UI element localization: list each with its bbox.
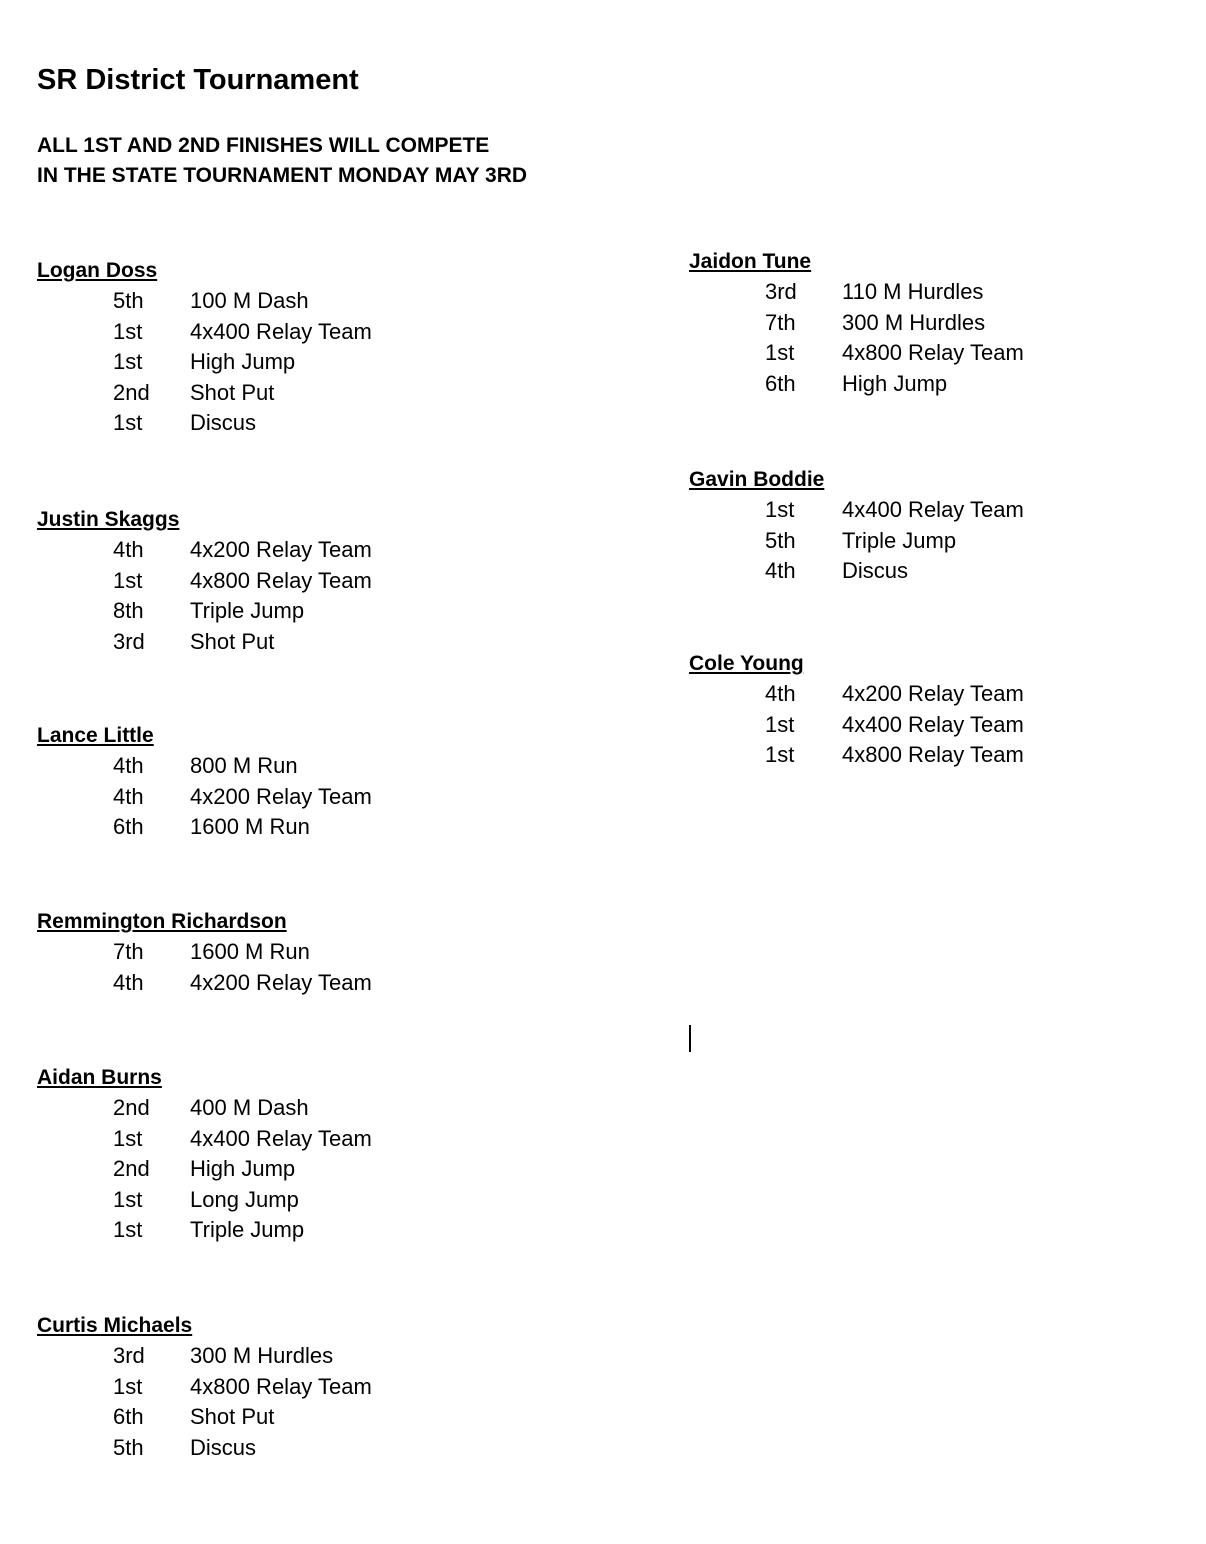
- place: 1st: [113, 1373, 143, 1399]
- result-row: [689, 338, 1206, 369]
- result-row: [689, 740, 1206, 771]
- event: 4x200 Relay Team: [190, 783, 372, 809]
- place: 1st: [765, 711, 795, 737]
- event: Discus: [842, 558, 909, 583]
- place: 6th: [113, 814, 144, 839]
- result-row: [37, 317, 597, 348]
- event: 400 M Dash: [190, 1095, 309, 1120]
- athlete-name: Curtis Michaels: [37, 1314, 193, 1337]
- result-row: [37, 751, 597, 782]
- event: 4x400 Relay Team: [842, 711, 1024, 737]
- athlete-block-gavin-boddie: [689, 465, 1206, 587]
- result-row: [37, 1154, 597, 1185]
- place: 6th: [765, 370, 796, 396]
- place: 5th: [765, 527, 796, 553]
- result-row: [37, 937, 597, 968]
- event: Discus: [190, 1434, 257, 1460]
- place: 1st: [765, 742, 795, 767]
- event: 800 M Run: [190, 753, 298, 778]
- event: 4x200 Relay Team: [190, 537, 372, 562]
- athlete-block-logan-doss: [37, 256, 597, 439]
- result-row: [689, 526, 1206, 557]
- place: 5th: [113, 288, 144, 313]
- athlete-block-jaidon-tune: [689, 247, 1206, 399]
- state-qualifier-notice: [37, 131, 527, 191]
- place: 4th: [765, 558, 796, 583]
- event: 4x400 Relay Team: [190, 1125, 372, 1151]
- event: Shot Put: [190, 628, 275, 654]
- athlete-block-lance-little: [37, 721, 597, 843]
- result-row: [37, 378, 597, 409]
- athlete-name: Logan Doss: [37, 259, 158, 282]
- athlete-name: Cole Young: [689, 652, 804, 675]
- place: 1st: [113, 567, 143, 593]
- athlete-name: Lance Little: [37, 724, 154, 747]
- event: 4x800 Relay Team: [842, 340, 1024, 365]
- place: 1st: [765, 497, 795, 522]
- athlete-name: Aidan Burns: [37, 1066, 162, 1089]
- place: 1st: [765, 340, 795, 365]
- result-row: [37, 1124, 597, 1155]
- result-row: [37, 812, 597, 843]
- place: 8th: [113, 598, 144, 623]
- place: 4th: [113, 753, 144, 778]
- place: 4th: [765, 681, 796, 706]
- place: 3rd: [113, 1343, 145, 1368]
- event: 4x200 Relay Team: [190, 969, 372, 995]
- event: High Jump: [190, 349, 296, 374]
- event: 4x400 Relay Team: [842, 497, 1024, 522]
- result-row: [689, 710, 1206, 741]
- result-row: [37, 782, 597, 813]
- result-row: [37, 566, 597, 597]
- event: Discus: [190, 410, 257, 435]
- notice-line: ALL 1ST AND 2ND FINISHES WILL COMPETE: [37, 134, 490, 157]
- event: 4x800 Relay Team: [842, 742, 1024, 767]
- athlete-name: Gavin Boddie: [689, 468, 825, 491]
- result-row: [37, 286, 597, 317]
- result-row: [37, 1372, 597, 1403]
- result-row: [37, 347, 597, 378]
- result-row: [37, 1433, 597, 1464]
- event: 1600 M Run: [190, 939, 310, 964]
- event: Long Jump: [190, 1186, 299, 1212]
- event: 1600 M Run: [190, 814, 310, 839]
- place: 1st: [113, 410, 143, 435]
- place: 3rd: [113, 628, 145, 654]
- text-cursor[interactable]: [689, 1025, 691, 1052]
- event: Triple Jump: [190, 598, 305, 623]
- place: 1st: [113, 1217, 143, 1242]
- result-row: [37, 1093, 597, 1124]
- event: 300 M Hurdles: [190, 1343, 334, 1368]
- place: 2nd: [113, 1095, 150, 1120]
- place: 2nd: [113, 1156, 150, 1181]
- athlete-block-justin-skaggs: [37, 505, 597, 657]
- place: 7th: [765, 309, 796, 335]
- event: 100 M Dash: [190, 288, 309, 313]
- event: Triple Jump: [842, 527, 957, 553]
- result-row: [37, 1402, 597, 1433]
- athlete-block-aidan-burns: [37, 1063, 597, 1246]
- place: 2nd: [113, 379, 150, 405]
- place: 6th: [113, 1404, 144, 1429]
- athlete-name: Jaidon Tune: [689, 250, 812, 273]
- event: 4x800 Relay Team: [190, 567, 372, 593]
- result-row: [689, 277, 1206, 308]
- athlete-name: Justin Skaggs: [37, 508, 180, 531]
- event: 4x400 Relay Team: [190, 318, 372, 344]
- result-row: [689, 308, 1206, 339]
- event: 4x800 Relay Team: [190, 1373, 372, 1399]
- event: Triple Jump: [190, 1217, 305, 1242]
- place: 1st: [113, 349, 143, 374]
- document-title: SR District Tournament: [37, 64, 359, 96]
- event: 110 M Hurdles: [842, 279, 984, 304]
- event: Shot Put: [190, 1404, 275, 1429]
- notice-line: IN THE STATE TOURNAMENT MONDAY MAY 3RD: [37, 164, 528, 187]
- athlete-block-cole-young: [689, 649, 1206, 771]
- result-row: [37, 408, 597, 439]
- athlete-block-curtis-michaels: [37, 1311, 597, 1463]
- place: 4th: [113, 537, 144, 562]
- result-row: [689, 679, 1206, 710]
- place: 1st: [113, 1186, 143, 1212]
- result-row: [37, 968, 597, 999]
- result-row: [37, 1215, 597, 1246]
- result-row: [37, 1341, 597, 1372]
- athlete-block-remmington-richardson: [37, 907, 597, 998]
- event: High Jump: [190, 1156, 296, 1181]
- event: 4x200 Relay Team: [842, 681, 1024, 706]
- result-row: [37, 1185, 597, 1216]
- event: Shot Put: [190, 379, 275, 405]
- result-row: [37, 596, 597, 627]
- athlete-name: Remmington Richardson: [37, 910, 287, 933]
- result-row: [689, 556, 1206, 587]
- result-row: [689, 369, 1206, 400]
- result-row: [689, 495, 1206, 526]
- place: 5th: [113, 1434, 144, 1460]
- place: 1st: [113, 318, 143, 344]
- place: 4th: [113, 969, 144, 995]
- result-row: [37, 535, 597, 566]
- place: 1st: [113, 1125, 143, 1151]
- event: High Jump: [842, 370, 948, 396]
- place: 4th: [113, 783, 144, 809]
- result-row: [37, 627, 597, 658]
- place: 3rd: [765, 279, 797, 304]
- event: 300 M Hurdles: [842, 309, 986, 335]
- place: 7th: [113, 939, 144, 964]
